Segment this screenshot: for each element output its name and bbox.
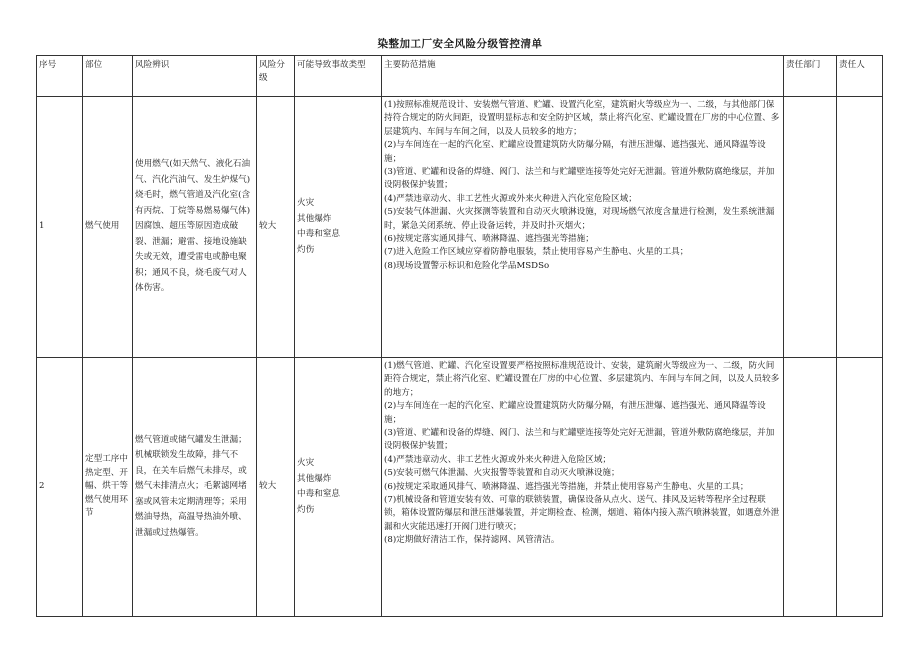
measure-item: (5)安装可燃气体泄漏、火灾报警等装置和自动灭火喷淋设施； [384, 468, 620, 479]
header-level: 风险分级 [257, 56, 295, 97]
measure-item: (5)安装气体泄漏、火灾探测等装置和自动灭火喷淋设施，对现场燃气浓度含量进行检测，发生系统泄漏时，紧急关闭系统、停止设备运转，并及时扑灭烟火； [384, 207, 775, 231]
row-accident: 火灾 其他爆炸 中毒和窒息 灼伤 [295, 97, 382, 358]
row-risk: 燃气管道或储气罐发生泄漏；机械联锁发生故障，排气不良，在关车后燃气未排尽，或燃气未排清点火；毛絮滤网堵塞或风管未定期清理等；采用燃油导热，高温导热油外喷、泄漏或过热爆管。 [133, 358, 257, 617]
measure-item: (4)严禁违章动火、非工艺性火源或外来火种进入危险区域； [384, 454, 612, 465]
row-level: 较大 [257, 358, 295, 617]
row-measures [382, 358, 784, 617]
risk-control-table [36, 55, 883, 617]
row-risk: 使用燃气(如天然气、液化石油气、汽化汽油气、发生炉煤气)烧毛时，燃气管道及汽化室(含有丙烷、丁烷等易燃易爆气体)因腐蚀、超压等原因造成破裂、泄漏；避雷、接地设施缺失或无效，遭受雷电或静电聚积；通风不良，烧毛废气对人体伤害。 [133, 97, 257, 358]
row-no: 2 [37, 358, 83, 617]
header-risk: 风险辨识 [133, 56, 257, 97]
measure-item: (7)进入危险工作区域应穿着防静电服装，禁止使用容易产生静电、火星的工具； [384, 247, 689, 258]
measure-item: (7)机械设备和管道安装有效、可靠的联锁装置，确保设备从点火、送气、排风及运转等程序全过程联锁，箱体设置防爆层和泄压泄爆装置，并定期检查、检测，烟道、箱体内接入蒸汽喷淋装置，如遇意外泄漏和火灾能迅速打开阀门进行喷灭； [384, 495, 780, 532]
row-part: 定型工序中热定型、开幅、烘干等燃气使用环节 [83, 358, 133, 617]
table-row [37, 358, 883, 617]
measure-item: (8)定期做好清洁工作，保持滤网、风管清洁。 [384, 535, 560, 546]
row-dept [784, 358, 837, 617]
document-title: 染整加工厂安全风险分级管控清单 [377, 38, 543, 50]
header-no: 序号 [37, 56, 83, 97]
row-accident: 火灾 其他爆炸 中毒和窒息 灼伤 [295, 358, 382, 617]
row-person [837, 358, 883, 617]
table-row [37, 97, 883, 358]
row-measures [382, 97, 784, 358]
row-level: 较大 [257, 97, 295, 358]
header-accident: 可能导致事故类型 [295, 56, 382, 97]
measure-item: (4)严禁违章动火、非工艺性火源或外来火种进入汽化室危险区域； [384, 193, 637, 204]
header-person: 责任人 [837, 56, 883, 97]
header-measures: 主要防范措施 [382, 56, 784, 97]
row-part: 燃气使用 [83, 97, 133, 358]
measure-item: (8)现场设置警示标识和危险化学品MSDSo [384, 260, 550, 271]
measure-item: (2)与车间连在一起的汽化室、贮罐应设置建筑防火防爆分隔，有泄压泄爆、遮挡强光、通风降温等设施； [384, 140, 766, 164]
measure-item: (6)按规定落实通风排气、喷淋降温、遮挡强光等措施； [384, 234, 594, 245]
table-header-row [37, 56, 883, 97]
measure-item: (1)按照标准规范设计、安装燃气管道、贮罐、设置汽化室，建筑耐火等级应为一、二级，与其他部门保持符合规定的防火间距，设置明显标志和安全防护区域，禁止将汽化室、贮罐设置在厂房的中心位置、多层建筑内、车间与车间之间，以及人员较多的地方； [384, 100, 780, 137]
measure-item: (3)管道、贮罐和设备的焊缝、阀门、法兰和与贮罐壁连接等处完好无泄漏。管道外敷防腐绝缘层，并加设阴极保护装置； [384, 167, 775, 191]
row-dept [784, 97, 837, 358]
row-person [837, 97, 883, 358]
measure-item: (2)与车间连在一起的汽化室、贮罐应设置建筑防火防爆分隔，有泄压泄爆、遮挡强光、通风降温等设施； [384, 401, 766, 425]
header-dept: 责任部门 [784, 56, 837, 97]
header-part: 部位 [83, 56, 133, 97]
measure-item: (6)按规定采取通风排气、喷淋降温、遮挡强光等措施，并禁止使用容易产生静电、火星的工具； [384, 481, 749, 492]
measure-item: (1)燃气管道、贮罐、汽化室设置要严格按照标准规范设计、安装，建筑耐火等级应为一、二级，防火间距符合规定，禁止将汽化室、贮罐设置在厂房的中心位置、多层建筑内、车间与车间之间，以及人员较多的地方； [384, 361, 780, 398]
row-no: 1 [37, 97, 83, 358]
measure-item: (3)管道、贮罐和设备的焊缝、阀门、法兰和与贮罐壁连接等处完好无泄漏，管道外敷防腐绝缘层，并加设阴极保护装置； [384, 428, 775, 452]
